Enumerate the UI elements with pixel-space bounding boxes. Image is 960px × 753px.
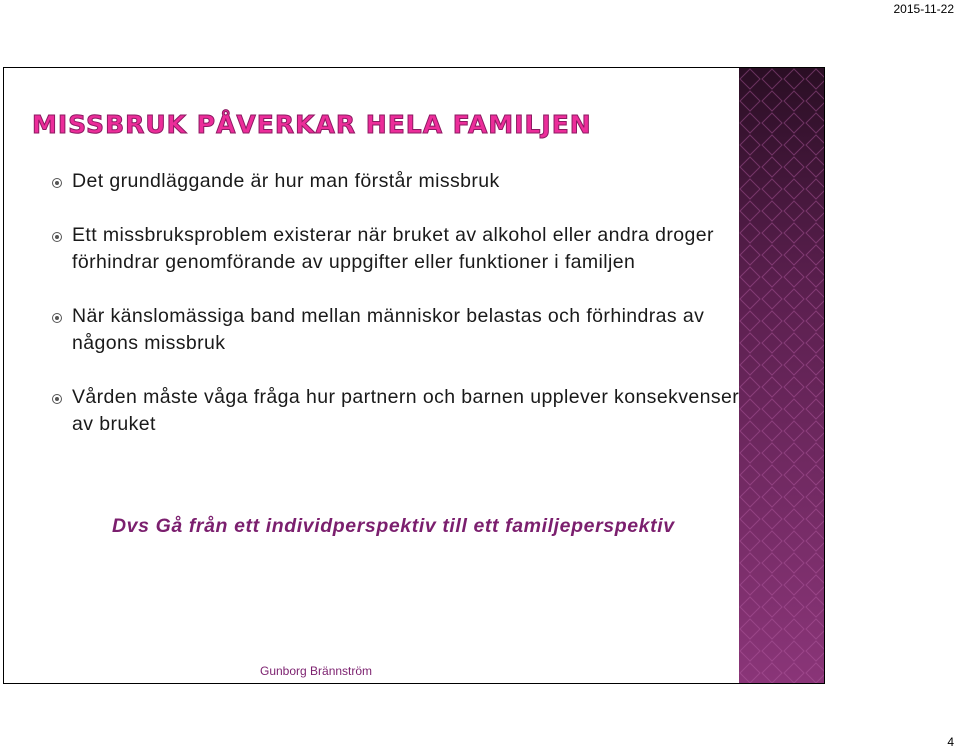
circle-bullet-icon	[52, 232, 62, 242]
author-footer: Gunborg Brännström	[260, 664, 373, 678]
emphasis-line: Dvs Gå från ett individperspektiv till ett familjeperspektiv	[112, 515, 675, 537]
bullet-text: Vården måste våga fråga hur partnern och barnen upplever konsekvenser av bruket	[72, 386, 740, 435]
bullet-text: Det grundläggande är hur man förstår missbruk	[72, 170, 500, 192]
slide-title: MISSBRUK PÅVERKAR HELA FAMILJEN	[32, 110, 592, 139]
bullet-list	[52, 168, 742, 465]
bullet-item	[52, 222, 742, 276]
diamond-pattern	[739, 68, 825, 683]
bullet-text: När känslomässiga band mellan människor belastas och förhindras av någons missbruk	[72, 305, 705, 354]
bullet-item	[52, 303, 742, 357]
bullet-item	[52, 384, 742, 438]
circle-bullet-icon	[52, 178, 62, 188]
circle-bullet-icon	[52, 313, 62, 323]
bullet-item	[52, 168, 742, 195]
bullet-text: Ett missbruksproblem existerar när bruket av alkohol eller andra droger förhindrar genomförande av uppgifter eller funktioner i familjen	[72, 224, 714, 273]
page-number: 4	[947, 735, 954, 749]
slide	[3, 67, 825, 684]
decorative-side-band	[739, 68, 825, 683]
circle-bullet-icon	[52, 394, 62, 404]
page-date: 2015-11-22	[893, 2, 954, 16]
